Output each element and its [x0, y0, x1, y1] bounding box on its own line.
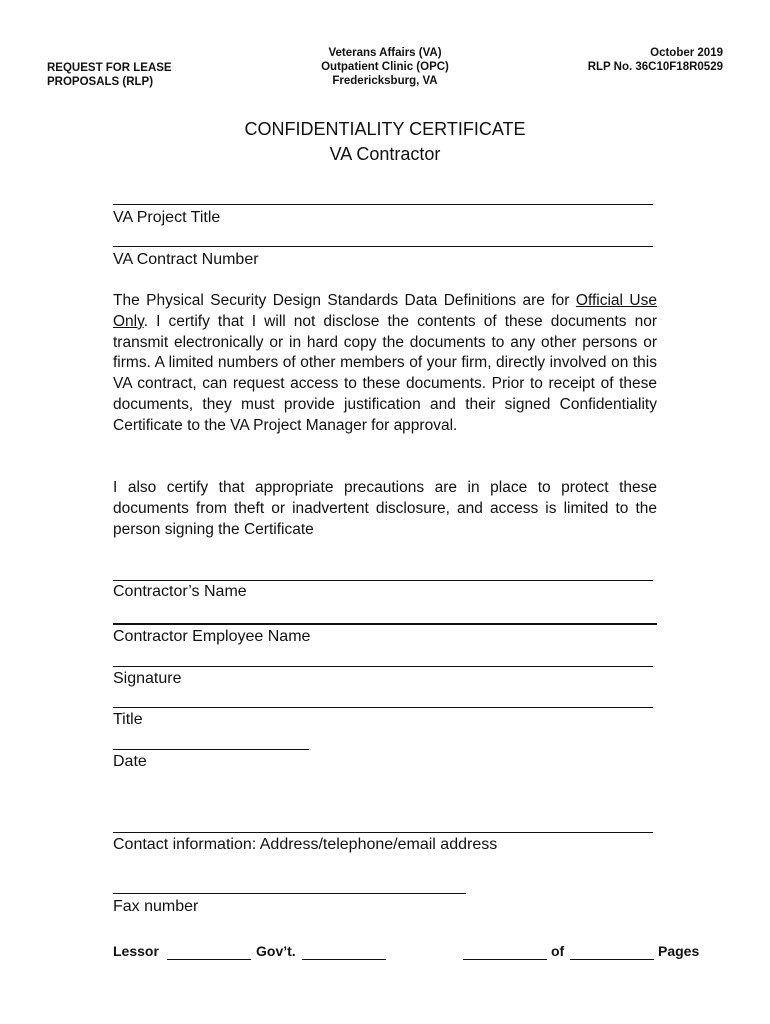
- contract-number-label: VA Contract Number: [113, 251, 259, 268]
- official-use-only-text: Official Use Only: [113, 292, 657, 330]
- lessor-initials-label: Lessor: [113, 943, 159, 959]
- contact-info-line[interactable]: [113, 832, 653, 833]
- fax-number-line[interactable]: [113, 893, 466, 894]
- contractor-name-label: Contractor’s Name: [113, 583, 247, 600]
- govt-initials-label: Gov’t.: [256, 943, 296, 959]
- certificate-title: CONFIDENTIALITY CERTIFICATE: [244, 119, 526, 139]
- pages-label: Pages: [658, 943, 700, 959]
- para1-text-rest: . I certify that I will not disclose the contents of these documents nor transmit electronically or in hard copy the documents to any other persons or firms. A limited numbers of other members of your firm, directly involved on this VA contract, can request access to these documents. Prior to receipt of these documents, they must provide justification and their signed Confidentiality Certificate to the VA Project Manager for approval.: [113, 312, 657, 434]
- employee-name-label: Contractor Employee Name: [113, 628, 311, 645]
- contractor-name-line[interactable]: [113, 580, 653, 581]
- rlp-number: RLP No. 36C10F18R0529: [587, 61, 723, 73]
- page-number-line[interactable]: [463, 959, 547, 960]
- title-label: Title: [113, 711, 143, 728]
- para1-text-start: The Physical Security Design Standards Data Definitions are for: [113, 292, 576, 309]
- certificate-subtitle: VA Contractor: [329, 144, 441, 164]
- clinic-location: Fredericksburg, VA: [332, 75, 438, 87]
- lessor-initials-line[interactable]: [167, 959, 251, 960]
- date-label: Date: [113, 753, 147, 770]
- signature-line[interactable]: [113, 666, 653, 667]
- agency-name: Veterans Affairs (VA): [328, 47, 442, 59]
- document-date: October 2019: [650, 47, 723, 59]
- header-right: [588, 46, 723, 74]
- rlp-label-line1: REQUEST FOR LEASE: [47, 62, 172, 74]
- project-title-line[interactable]: [113, 204, 653, 205]
- header-left: [47, 61, 172, 89]
- contract-number-line[interactable]: [113, 246, 653, 247]
- signature-label: Signature: [113, 670, 182, 687]
- rlp-label-line2: PROPOSALS (RLP): [47, 76, 154, 88]
- date-line[interactable]: [113, 749, 309, 750]
- title-line[interactable]: [113, 707, 653, 708]
- certification-paragraph: [113, 291, 657, 437]
- contact-info-label: Contact information: Address/telephone/email address: [113, 836, 498, 853]
- project-title-label: VA Project Title: [113, 209, 221, 226]
- employee-name-line[interactable]: [113, 623, 657, 625]
- precautions-paragraph: I also certify that appropriate precautions are in place to protect these documents from theft or inadvertent disclosure, and access is limited to the person signing the Certificate: [113, 479, 657, 538]
- of-label: of: [551, 943, 565, 959]
- govt-initials-line[interactable]: [302, 959, 386, 960]
- header-center: [285, 46, 485, 88]
- fax-number-label: Fax number: [113, 898, 199, 915]
- clinic-name: Outpatient Clinic (OPC): [321, 61, 449, 73]
- total-pages-line[interactable]: [570, 959, 654, 960]
